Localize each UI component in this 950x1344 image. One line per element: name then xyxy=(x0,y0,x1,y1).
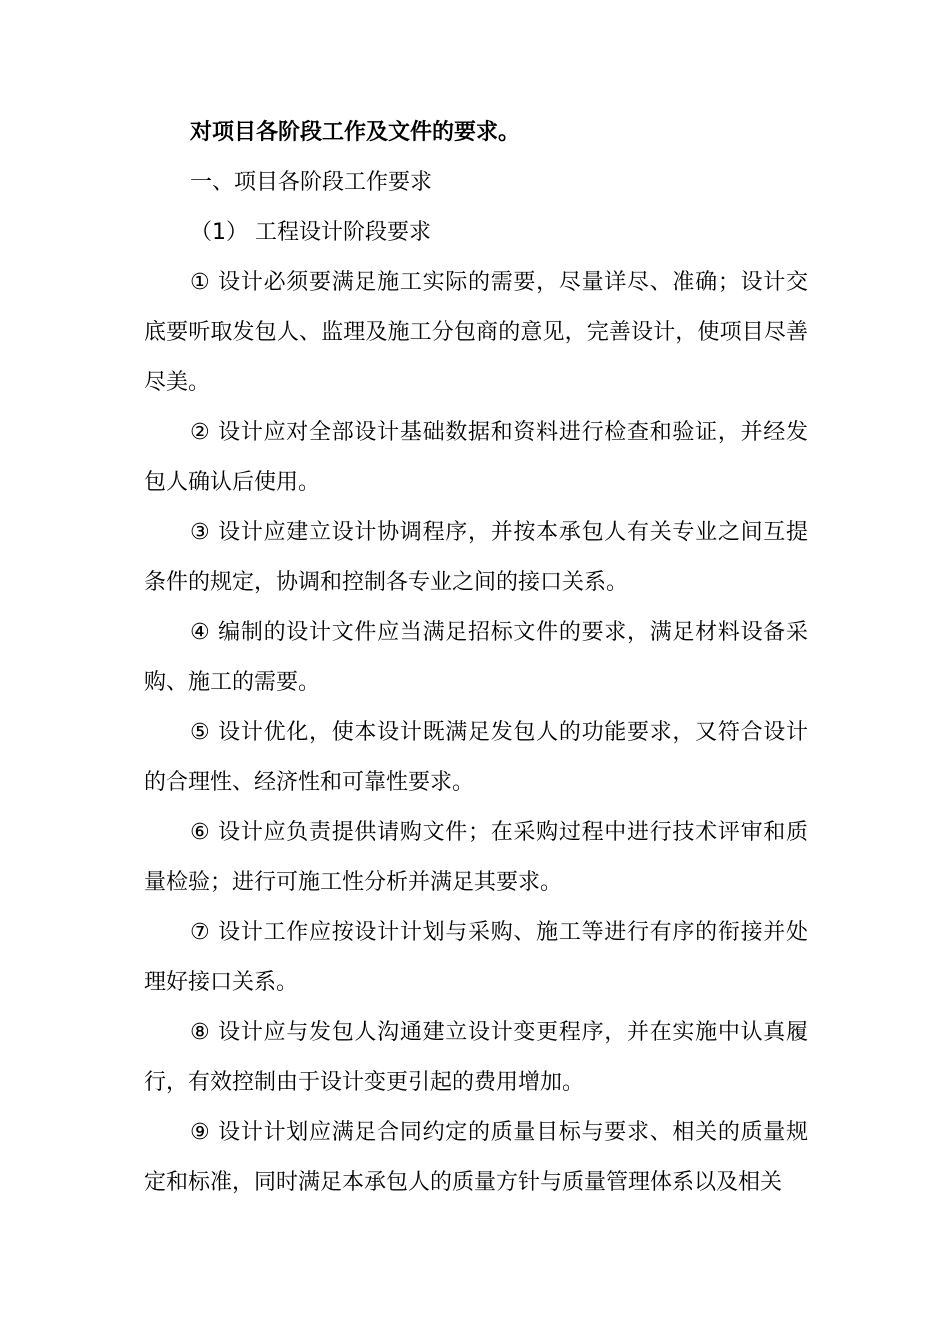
paragraph-5: ⑤ 设计优化，使本设计既满足发包人的功能要求，又符合设计的合理性、经济性和可靠性要求。 xyxy=(144,720,808,795)
section-heading: 一、项目各阶段工作要求 xyxy=(190,170,433,195)
paragraph-1: ① 设计必须要满足施工实际的需要，尽量详尽、准确；设计交底要听取发包人、监理及施工分包商的意见，完善设计，使项目尽善尽美。 xyxy=(144,270,808,395)
subsection-heading: （1） 工程设计阶段要求 xyxy=(190,220,431,245)
paragraph-7: ⑦ 设计工作应按设计计划与采购、施工等进行有序的衔接并处理好接口关系。 xyxy=(144,920,808,995)
paragraph-9: ⑨ 设计计划应满足合同约定的质量目标与要求、相关的质量规定和标准，同时满足本承包人的质量方针与质量管理体系以及相关 xyxy=(144,1120,808,1195)
paragraph-2: ② 设计应对全部设计基础数据和资料进行检查和验证，并经发包人确认后使用。 xyxy=(144,420,808,495)
paragraph-8: ⑧ 设计应与发包人沟通建立设计变更程序，并在实施中认真履行，有效控制由于设计变更引起的费用增加。 xyxy=(144,1020,808,1095)
paragraph-3: ③ 设计应建立设计协调程序，并按本承包人有关专业之间互提条件的规定，协调和控制各专业之间的接口关系。 xyxy=(144,520,808,595)
document-page xyxy=(144,108,808,1208)
paragraph-6: ⑥ 设计应负责提供请购文件；在采购过程中进行技术评审和质量检验；进行可施工性分析并满足其要求。 xyxy=(144,820,808,895)
document-title: 对项目各阶段工作及文件的要求。 xyxy=(190,120,521,145)
paragraph-4: ④ 编制的设计文件应当满足招标文件的要求，满足材料设备采购、施工的需要。 xyxy=(144,620,808,695)
